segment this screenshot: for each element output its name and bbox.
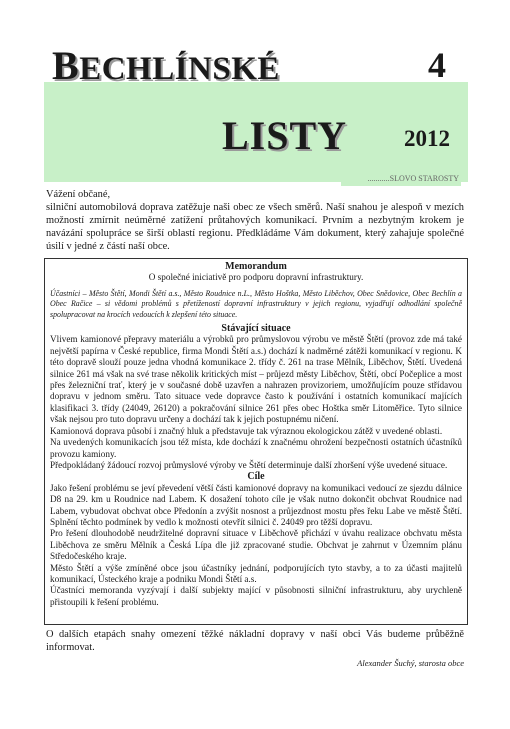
greeting: Vážení občané, bbox=[46, 189, 111, 200]
newsletter-title bbox=[52, 42, 280, 89]
section-tag: ...........SLOVO STAROSTY bbox=[341, 172, 461, 186]
memorandum-participants: Účastníci – Město Štětí, Mondi Štětí a.s., Město Roudnice n.L., Město Hoštka, Město Liběchov, Obec Snědovice, Obec Bechlín a Obec Račice – si vědomi problémů s přetížeností dopravní infrastruktury v jejich regionu, vyjadřují odhodlání společně spolupracovat na krocích vedoucích k zlepšení této situace. bbox=[50, 288, 462, 319]
masthead bbox=[44, 26, 468, 168]
outro-paragraph: O dalších etapách snahy omezení těžké nákladní dopravy v naší obci Vás budeme průběžně informovat. bbox=[46, 629, 464, 653]
outro-text bbox=[46, 628, 464, 654]
paragraph: Účastníci memoranda vyzývají i další subjekty mající v působnosti silniční infrastrukturu, aby urychleně přistoupili k řešení problému. bbox=[50, 585, 462, 607]
intro-body: silniční automobilová doprava zatěžuje naši obec ze všech směrů. Naší snahou je alespoň v mezích možností zmírnit neúměrné zatížení průtahových komunikací. Prvním a nezbytným krokem je navázání spolupráce se širší oblastí regionu. Předkládáme Vám dokument, který zahajuje společné úsilí v jedné z částí naší obce. bbox=[46, 202, 464, 252]
memorandum-box bbox=[44, 258, 468, 625]
intro-text bbox=[46, 188, 464, 253]
title-initial: B bbox=[52, 43, 80, 88]
paragraph: Předpokládaný žádoucí rozvoj průmyslové výroby ve Štětí determinuje další zhoršení výše uvedené situace. bbox=[50, 459, 448, 470]
paragraph: Pro řešení dlouhodobě neudržitelné dopravní situace v Liběchově přichází v úvahu realizace obchvatu města Liběchova ze směru Mělník a Česká Lípa dle již zpracované studie. Obchvat je zahrnut v Územním plánu Středočeského kraje. bbox=[50, 528, 462, 562]
section-title-goals: Cíle bbox=[247, 471, 265, 483]
issue-number: 4 bbox=[428, 45, 446, 85]
memorandum-title: Memorandum bbox=[225, 261, 287, 272]
signature: Alexander Šuchý, starosta obce bbox=[357, 658, 464, 668]
paragraph: Jako řešení problému se jeví převedení větší části kamionové dopravy na komunikaci vedoucí ze sjezdu dálnice D8 na 29. km u Roudnice nad Labem. K dosažení tohoto cíle je však nutno dokončit obchvat Roudnice nad Labem, vybudovat obchvat obce Předonín a zvýšit nosnost a průjezdnost mostu přes řeku Labe ve městě Štětí. Splnění těchto podmínek by vedlo k možnosti otevřít silnici č. 24049 pro těžší dopravu. bbox=[50, 482, 462, 527]
issue-year: 2012 bbox=[404, 126, 450, 151]
title-rest: ECHLÍNSKÉ bbox=[79, 51, 280, 87]
paragraph: Město Štětí a výše zmíněné obce jsou účastníky jednání, podporujících tyto stavby, a to za účasti majitelů komunikací, Ústeckého kraje a podniku Mondi Štětí a.s. bbox=[50, 562, 462, 584]
paragraph: Kamionová doprava působí i značný hluk a představuje tak výraznou ekologickou zátěž v uvedené oblasti. bbox=[50, 425, 443, 436]
paragraph: Vlivem kamionové přepravy materiálu a výrobků pro průmyslovou výrobu ve městě Štětí (provoz zde má také největší papírna v České republice, firma Mondi Štětí a.s.) dochází k nadměrné zátěži komunikací v regionu. K této dopravě slouží pouze jedna vhodná komunikace 2. třídy č. 261 na trase Mělník, Liběchov, Štětí. Uvedená silnice 261 má však na své trase několik kritických míst – průjezd městy Liběchov, Štětí, obcí Počeplice a most přes železniční trať, který je v současné době uzavřen a nahrazen provizoriem, umožňujícím pouze střídavou dopravu v jednom směru. Tato situace vede dopravce často k používání i ostatních komunikací majících klasifikaci 3. třídy (24049, 26120) a pokračování silnice 261 přes obec Hoštka směr Litoměřice. Tyto silnice však nejsou pro tuto dopravu určeny a dochází tak k jejich postupnému ničení. bbox=[50, 334, 462, 425]
memorandum-subtitle: O společné iniciativě pro podporu dopravní infrastruktury. bbox=[148, 272, 364, 283]
newsletter-title-line2: LISTY bbox=[222, 113, 348, 158]
paragraph: Na uvedených komunikacích jsou též místa, kde dochází k značnému ohrožení bezpečnosti ostatních účastníků provozu kamiony. bbox=[50, 437, 462, 459]
section-title-situation: Stávající situace bbox=[221, 323, 291, 335]
